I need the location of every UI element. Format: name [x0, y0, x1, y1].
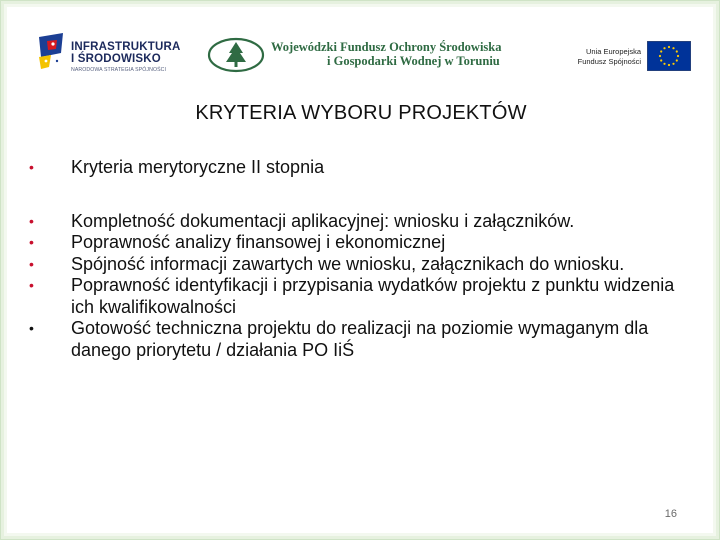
eu-star: [672, 47, 674, 49]
wfos-logo: [207, 37, 527, 73]
eu-star: [668, 64, 670, 66]
bullet-icon: •: [29, 234, 34, 250]
criteria-item-text: Kompletność dokumentacji aplikacyjnej: wniosku i załączników.: [71, 210, 575, 231]
logo-right-line1: Unia Europejska: [585, 47, 641, 56]
criteria-item-text: Poprawność identyfikacji i przypisania wydatków projektu z punktu widzenia ich kwalifikowalności: [71, 275, 675, 317]
section-bullet: [27, 157, 687, 179]
bullet-list: [27, 157, 687, 361]
logo-center-line2: i Gospodarki Wodnej w Toruniu: [327, 54, 500, 68]
eu-flag-icon: [647, 41, 691, 71]
logo-left-line1: INFRASTRUKTURA: [71, 41, 181, 53]
bullet-icon: •: [29, 320, 34, 336]
eu-star: [676, 50, 678, 52]
bullet-icon: •: [29, 255, 34, 272]
eu-star: [660, 59, 662, 61]
eu-star: [663, 63, 665, 65]
eu-star: [660, 50, 662, 52]
criteria-item: [27, 254, 687, 276]
logo-left-line2: I ŚRODOWISKO: [71, 53, 161, 65]
criteria-item: [27, 232, 687, 254]
pine-tree-icon: [207, 37, 265, 73]
criteria-item: [27, 275, 687, 318]
eu-star: [677, 55, 679, 57]
criteria-item: [27, 318, 687, 361]
criteria-item-text: Poprawność analizy finansowej i ekonomicznej: [71, 232, 446, 252]
section-bullet-text: Kryteria merytoryczne II stopnia: [71, 157, 325, 177]
eu-star: [668, 46, 670, 48]
page-number: 16: [664, 508, 677, 520]
eu-star: [672, 63, 674, 65]
bullet-icon: •: [29, 277, 34, 293]
logo-right-line2: Fundusz Spójności: [577, 57, 641, 66]
eu-star: [663, 47, 665, 49]
bullet-spacer: [27, 179, 687, 211]
criteria-item-text: Spójność informacji zawartych we wniosku, załącznikach do wniosku.: [71, 253, 625, 274]
slide-title: KRYTERIA WYBORU PROJEKTÓW: [195, 102, 527, 124]
eu-logo: [549, 41, 695, 73]
infrastruktura-flag-icon: [37, 31, 67, 71]
bullet-icon: •: [29, 212, 34, 229]
infrastruktura-logo: [37, 31, 181, 77]
criteria-item: [27, 211, 687, 233]
logo-left-line3: NARODOWA STRATEGIA SPÓJNOŚCI: [71, 67, 167, 73]
logo-center-line1: Wojewódzki Fundusz Ochrony Środowiska: [271, 40, 502, 54]
eu-star: [676, 59, 678, 61]
criteria-item-text: Gotowość techniczna projektu do realizacji na poziomie wymaganym dla danego priorytetu / działania PO IiŚ: [71, 318, 649, 360]
bullet-icon: •: [29, 159, 34, 175]
eu-star: [659, 55, 661, 57]
